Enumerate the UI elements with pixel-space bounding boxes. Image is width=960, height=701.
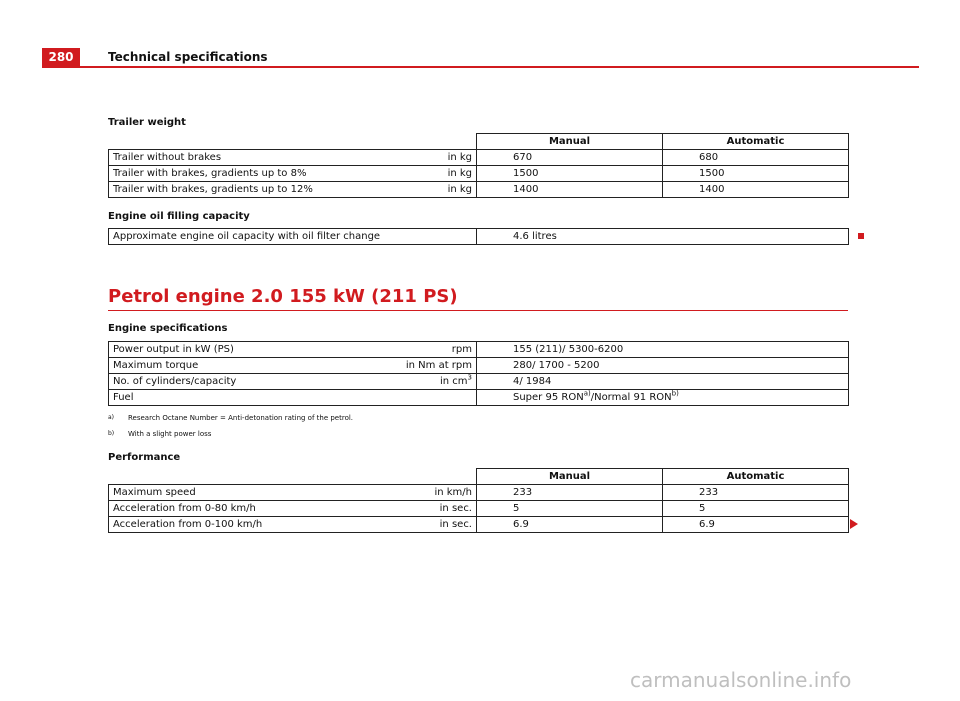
value-automatic: 1500 xyxy=(663,166,849,182)
footnote-text: Research Octane Number = Anti-detonation rating of the petrol. xyxy=(128,414,354,422)
value-automatic: 233 xyxy=(663,485,849,501)
row-unit xyxy=(289,374,477,390)
fuel-value-b: /Normal 91 RON xyxy=(590,392,672,403)
row-label: Power output in kW (PS) xyxy=(109,342,289,358)
value-manual: 670 xyxy=(477,150,663,166)
row-label: Fuel xyxy=(109,390,289,406)
unit-superscript: 3 xyxy=(467,373,472,382)
header-blank-cell xyxy=(109,134,477,150)
table-row xyxy=(109,229,849,245)
row-unit: in kg xyxy=(289,182,477,198)
row-unit: rpm xyxy=(289,342,477,358)
value-automatic: 6.9 xyxy=(663,517,849,533)
col-header-manual: Manual xyxy=(477,134,663,150)
table-row xyxy=(109,150,849,166)
row-label: Trailer with brakes, gradients up to 12% xyxy=(109,182,289,198)
row-value xyxy=(477,390,849,406)
value-automatic: 1400 xyxy=(663,182,849,198)
table-row xyxy=(109,166,849,182)
fuel-value-a: Super 95 RON xyxy=(513,392,584,403)
engine-spec-heading: Engine specifications xyxy=(108,323,228,334)
row-label: Acceleration from 0-100 km/h xyxy=(109,517,289,533)
table-row xyxy=(109,374,849,390)
table-row xyxy=(109,358,849,374)
page-title: Technical specifications xyxy=(108,50,268,64)
row-unit: in kg xyxy=(289,150,477,166)
row-value: 4.6 litres xyxy=(477,229,849,245)
table-row xyxy=(109,390,849,406)
value-manual: 1400 xyxy=(477,182,663,198)
footnote-mark: a) xyxy=(108,414,115,421)
row-label: Acceleration from 0-80 km/h xyxy=(109,501,289,517)
row-unit: in kg xyxy=(289,166,477,182)
section-divider xyxy=(108,310,848,311)
row-label: Trailer without brakes xyxy=(109,150,289,166)
row-label: Maximum speed xyxy=(109,485,289,501)
header-blank-cell xyxy=(109,469,477,485)
row-label: Trailer with brakes, gradients up to 8% xyxy=(109,166,289,182)
table-row xyxy=(109,342,849,358)
footnote-ref-a: a) xyxy=(583,389,591,398)
oil-capacity-table xyxy=(108,228,849,245)
col-header-automatic: Automatic xyxy=(663,134,849,150)
footnote-ref-b: b) xyxy=(671,389,679,398)
value-manual: 1500 xyxy=(477,166,663,182)
value-automatic: 680 xyxy=(663,150,849,166)
trailer-weight-table xyxy=(108,133,849,198)
table-row xyxy=(109,517,849,533)
col-header-automatic: Automatic xyxy=(663,469,849,485)
header-divider xyxy=(42,66,919,68)
row-value: 4/ 1984 xyxy=(477,374,849,390)
value-automatic: 5 xyxy=(663,501,849,517)
row-unit: in km/h xyxy=(289,485,477,501)
value-manual: 6.9 xyxy=(477,517,663,533)
table-row xyxy=(109,182,849,198)
oil-capacity-heading: Engine oil filling capacity xyxy=(108,211,250,222)
engine-spec-table xyxy=(108,341,849,406)
table-row xyxy=(109,501,849,517)
section-title: Petrol engine 2.0 155 kW (211 PS) xyxy=(108,286,458,307)
table-header-row xyxy=(109,469,849,485)
col-header-manual: Manual xyxy=(477,469,663,485)
row-unit: in sec. xyxy=(289,517,477,533)
watermark: carmanualsonline.info xyxy=(630,668,852,692)
trailer-weight-heading: Trailer weight xyxy=(108,117,186,128)
row-label: Approximate engine oil capacity with oil filter change xyxy=(109,229,477,245)
footnote-text: With a slight power loss xyxy=(128,430,212,438)
continue-arrow-icon xyxy=(850,519,858,529)
footnote xyxy=(108,414,353,422)
table-row xyxy=(109,485,849,501)
end-of-section-marker xyxy=(858,233,864,239)
row-unit: in Nm at rpm xyxy=(289,358,477,374)
row-value: 280/ 1700 - 5200 xyxy=(477,358,849,374)
footnote xyxy=(108,430,211,438)
row-value: 155 (211)/ 5300-6200 xyxy=(477,342,849,358)
row-label: No. of cylinders/capacity xyxy=(109,374,289,390)
unit-text: in cm xyxy=(439,376,468,387)
table-header-row xyxy=(109,134,849,150)
footnote-mark: b) xyxy=(108,430,115,437)
page-number: 280 xyxy=(42,48,80,67)
performance-table xyxy=(108,468,849,533)
row-unit: in sec. xyxy=(289,501,477,517)
value-manual: 233 xyxy=(477,485,663,501)
value-manual: 5 xyxy=(477,501,663,517)
performance-heading: Performance xyxy=(108,452,181,463)
row-unit xyxy=(289,390,477,406)
row-label: Maximum torque xyxy=(109,358,289,374)
